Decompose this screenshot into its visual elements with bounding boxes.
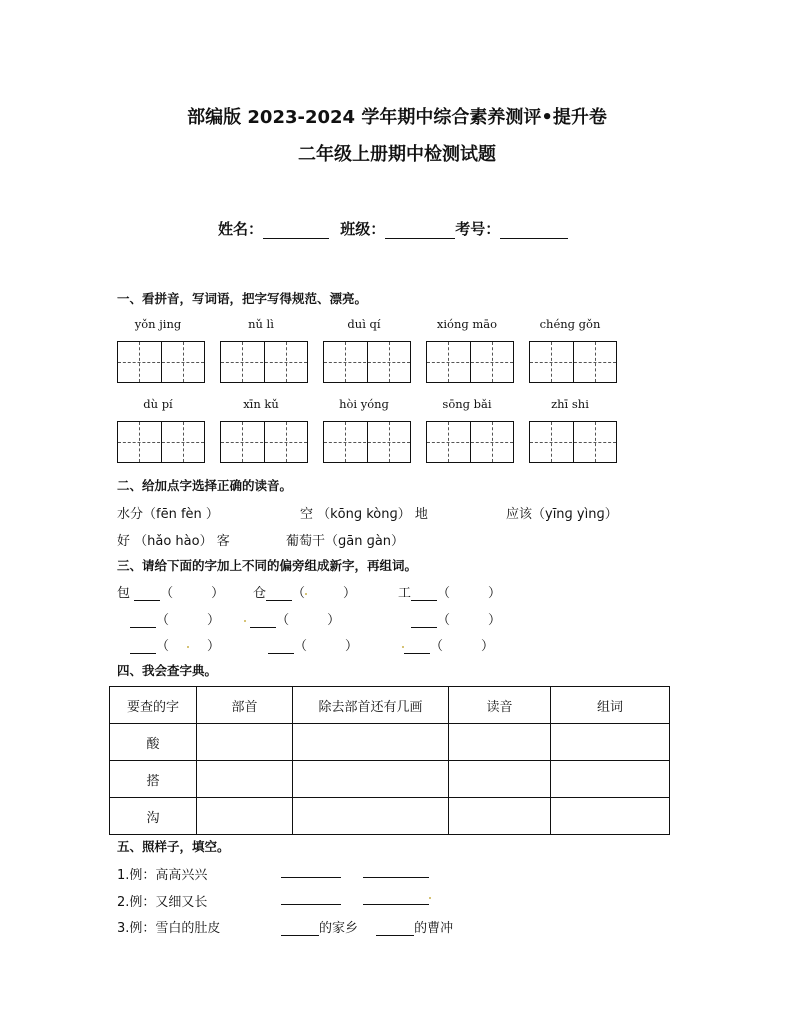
base-char: 工 [398,586,412,601]
example-3-blanks [281,917,453,936]
answer-cell[interactable] [449,798,551,835]
answer-line[interactable] [281,923,319,936]
paren-open: （ [437,586,451,601]
writing-grid[interactable] [529,421,617,463]
writing-grid[interactable] [323,341,411,383]
radical-row [253,582,356,601]
number-field[interactable] [500,224,568,239]
radical-row [402,635,494,654]
name-label: 姓名： [218,220,264,238]
dot-mark [429,897,431,899]
base-char: 包 [117,586,131,601]
lookup-char: 酸 [110,724,197,761]
radical-row [411,609,501,628]
writing-grid[interactable] [529,341,617,383]
paren-close: ） [488,586,502,601]
dot-mark [187,646,189,648]
table-header: 读音 [449,687,551,724]
paren-open: （ [294,639,308,654]
paren-open: （ [156,613,170,628]
pinyin-label: yǒn jing [134,317,182,331]
class-field[interactable] [385,224,455,239]
answer-cell[interactable] [293,724,449,761]
paren-close: ） [327,613,341,628]
section2-heading: 二、给加点字选择正确的读音。 [117,478,293,493]
answer-cell[interactable] [449,724,551,761]
pronunciation-item[interactable]: 应该（yīnɡ yìnɡ） [506,507,618,522]
radical-row [130,635,220,654]
pinyin-label: xiónɡ māo [436,317,498,331]
answer-cell[interactable] [293,798,449,835]
paren-close: ） [207,639,221,654]
dot-mark [244,620,246,622]
student-info-row [218,218,568,239]
dot-mark [305,593,307,595]
title-line-2: 二年级上册期中检测试题 [298,144,496,165]
paren-close: ） [343,586,357,601]
writing-grid[interactable] [117,341,205,383]
name-field[interactable] [263,224,329,239]
radical-blank[interactable] [130,641,156,654]
answer-cell[interactable] [449,761,551,798]
writing-grid[interactable] [426,421,514,463]
radical-blank[interactable] [130,615,156,628]
radical-row [117,582,224,601]
radical-row [130,609,220,628]
radical-row [398,582,501,601]
answer-cell[interactable] [551,761,670,798]
paren-close: ） [488,613,502,628]
section4-heading: 四、我会查字典。 [117,663,218,678]
table-header: 部首 [197,687,293,724]
answer-cell[interactable] [197,761,293,798]
paren-open: （ [156,639,170,654]
base-char: 仓 [253,586,267,601]
section5-heading: 五、照样子，填空。 [117,839,230,854]
writing-grid[interactable] [426,341,514,383]
lookup-char: 沟 [110,798,197,835]
paren-open: （ [160,586,174,601]
blank-suffix: 的家乡 [319,921,359,936]
radical-blank[interactable] [268,641,294,654]
pinyin-label: sōnɡ bǎi [442,397,492,411]
writing-grid[interactable] [323,421,411,463]
pinyin-label: dù pí [143,397,173,411]
class-label: 班级： [340,220,386,238]
answer-cell[interactable] [293,761,449,798]
answer-cell[interactable] [197,724,293,761]
title-line-1: 部编版 2023-2024 学年期中综合素养测评•提升卷 [187,107,607,128]
word-blank[interactable] [305,586,343,601]
pronunciation-item[interactable]: 空 （kōnɡ kònɡ） 地 [300,507,428,522]
table-header: 要查的字 [110,687,197,724]
pronunciation-item[interactable]: 葡萄干（ɡān ɡàn） [286,534,405,549]
example-3: 3.例：雪白的肚皮 [117,921,221,936]
pinyin-label: hòi yónɡ [339,397,389,411]
paren-open: （ [437,613,451,628]
answer-cell[interactable] [551,724,670,761]
radical-blank[interactable] [411,588,437,601]
answer-line[interactable] [376,923,414,936]
answer-line[interactable] [363,892,429,905]
answer-line[interactable] [363,865,429,878]
paren-close: ） [345,639,359,654]
dictionary-table [109,686,670,835]
paren-close: ） [207,613,221,628]
pinyin-label: chénɡ gǒn [539,317,601,331]
section3-heading: 三、请给下面的字加上不同的偏旁组成新字，再组词。 [117,558,418,573]
writing-grid[interactable] [220,341,308,383]
pinyin-label: xīn kǔ [243,397,279,411]
radical-blank[interactable] [266,588,292,601]
pinyin-label: zhī shi [551,397,589,411]
writing-grid[interactable] [117,421,205,463]
radical-blank[interactable] [411,615,437,628]
example-2: 2.例：又细又长 [117,895,208,910]
radical-row [268,635,358,654]
pronunciation-item[interactable]: 好 （hǎo hào） 客 [117,534,230,549]
paren-open: （ [430,639,444,654]
answer-line[interactable] [281,892,341,905]
example-1: 1.例：高高兴兴 [117,868,208,883]
table-header: 组词 [551,687,670,724]
radical-blank[interactable] [404,641,430,654]
table-row [110,798,670,835]
table-header-row [110,687,670,724]
answer-cell[interactable] [197,798,293,835]
table-row [110,724,670,761]
paren-open: （ [276,613,290,628]
pinyin-label: nǔ lì [248,317,274,331]
word-blank[interactable] [169,639,207,654]
answer-cell[interactable] [551,798,670,835]
answer-line[interactable] [281,865,341,878]
paren-open: （ [292,586,306,601]
radical-row [244,609,340,628]
paren-close: ） [211,586,225,601]
table-header: 除去部首还有几画 [293,687,449,724]
section1-heading: 一、看拼音，写词语，把字写得规范、漂亮。 [117,291,368,306]
paren-close: ） [481,639,495,654]
pinyin-label: duì qí [347,317,381,331]
table-row [110,761,670,798]
writing-grid[interactable] [220,421,308,463]
lookup-char: 搭 [110,761,197,798]
number-label: 考号： [455,220,501,238]
radical-blank[interactable] [134,588,160,601]
pronunciation-item[interactable]: 水分（fēn fèn ） [117,507,219,522]
radical-blank[interactable] [250,615,276,628]
blank-suffix: 的曹冲 [414,921,454,936]
